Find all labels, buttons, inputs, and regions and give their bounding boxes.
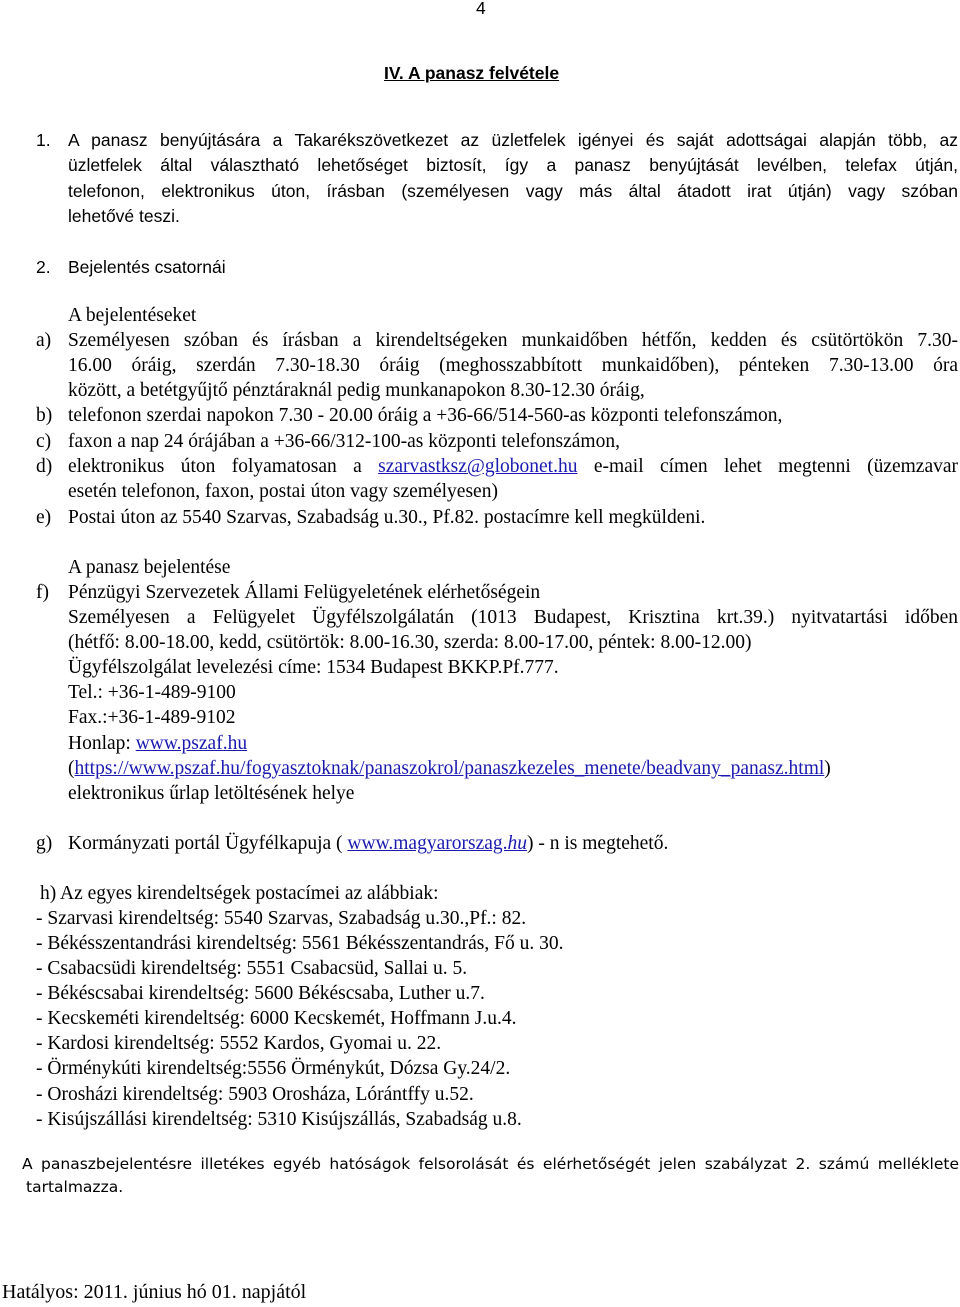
branch-item: - Szarvasi kirendeltség: 5540 Szarvas, Szabadság u.30.,Pf.: 82. bbox=[36, 908, 527, 929]
website-line bbox=[68, 733, 247, 755]
email-link[interactable]: szarvastksz@globonet.hu bbox=[378, 456, 578, 477]
section1-line: telefonon, elektronikus úton, írásban (személyesen vagy más által átadott irat útján) vagy szóban bbox=[68, 181, 958, 201]
item-f-text: (hétfő: 8.00-18.00, kedd, csütörtök: 8.00-16.30, szerda: 8.00-17.00, péntek: 8.00-12.00) bbox=[68, 632, 752, 653]
section1-number: 1. bbox=[36, 130, 51, 150]
section1-line: üzletfelek által választható lehetőséget biztosít, így a panasz benyújtását levélben, telefax útján, bbox=[68, 155, 958, 175]
form-url-link[interactable]: https://www.pszaf.hu/fogyasztoknak/panaszokrol/panaszkezeles_menete/beadvany_panasz.html bbox=[74, 758, 825, 779]
item-g-suffix: ) - n is megtehető. bbox=[527, 833, 669, 854]
item-b-text: telefonon szerdai napokon 7.30 - 20.00 óráig a +36-66/514-560-as központi telefonszámon, bbox=[68, 405, 783, 426]
section2-intro: A bejelentéseket bbox=[68, 305, 197, 326]
item-d-text bbox=[68, 456, 958, 478]
paren-open: ( bbox=[68, 758, 75, 779]
item-a-text: 16.00 óráig, szerdán 7.30-18.30 óráig (meghosszabbított munkaidőben), pénteken 7.30-13.00 óra bbox=[68, 355, 958, 376]
website-link[interactable]: www.pszaf.hu bbox=[135, 733, 248, 754]
branch-item: - Kisújszállási kirendeltség: 5310 Kisújszállás, Szabadság u.8. bbox=[36, 1109, 522, 1130]
footer-effective-date: Hatályos: 2011. június hó 01. napjától bbox=[2, 1281, 307, 1303]
item-a-text: Személyesen szóban és írásban a kirendeltségeken munkaidőben hétfőn, kedden és csütörtökön 7.30- bbox=[68, 330, 958, 351]
item-g-text bbox=[68, 833, 668, 855]
item-a-text: között, a betétgyűjtő pénztáraknál pedig munkanapokon 8.30-12.30 óráig, bbox=[68, 380, 645, 401]
section2-number: 2. bbox=[36, 257, 51, 277]
phone-number: Tel.: +36-1-489-9100 bbox=[68, 682, 236, 703]
portal-link[interactable] bbox=[347, 833, 527, 854]
item-d-label: d) bbox=[36, 456, 53, 477]
website-label: Honlap: bbox=[68, 733, 136, 754]
branch-item: - Orosházi kirendeltség: 5903 Orosháza, Lórántffy u.52. bbox=[36, 1084, 474, 1105]
item-e-text: Postai úton az 5540 Szarvas, Szabadság u.30., Pf.82. postacímre kell megküldeni. bbox=[68, 507, 706, 528]
branch-item: - Békésszentandrási kirendeltség: 5561 Békésszentandrás, Fő u. 30. bbox=[36, 933, 564, 954]
form-url-line bbox=[68, 758, 831, 780]
branches-title: h) Az egyes kirendeltségek postacímei az alábbiak: bbox=[40, 883, 439, 904]
item-b-label: b) bbox=[36, 405, 53, 426]
section1-line: lehetővé teszi. bbox=[68, 206, 180, 226]
section-heading: IV. A panasz felvétele bbox=[384, 63, 560, 83]
item-e-label: e) bbox=[36, 507, 52, 528]
branch-item: - Csabacsüdi kirendeltség: 5551 Csabacsüd, Sallai u. 5. bbox=[36, 958, 468, 979]
item-a-label: a) bbox=[36, 330, 52, 351]
page-number: 4 bbox=[476, 0, 486, 18]
item-f-text: Személyesen a Felügyelet Ügyfélszolgálatán (1013 Budapest, Krisztina krt.39.) nyitvatartási időben bbox=[68, 607, 958, 628]
item-f-text: elektronikus űrlap letöltésének helye bbox=[68, 783, 355, 804]
portal-link-tld[interactable]: hu bbox=[507, 833, 528, 854]
note-text: tartalmazza. bbox=[26, 1178, 124, 1196]
item-c-label: c) bbox=[36, 431, 52, 452]
section1-line: A panasz benyújtására a Takarékszövetkezet az üzletfelek igényei és saját adottságai alapján több, az bbox=[68, 130, 958, 150]
item-f-text: Ügyfélszolgálat levelezési címe: 1534 Budapest BKKP.Pf.777. bbox=[68, 657, 559, 678]
fax-number: Fax.:+36-1-489-9102 bbox=[68, 707, 236, 728]
item-d-text: esetén telefonon, faxon, postai úton vagy személyesen) bbox=[68, 481, 498, 502]
item-d-suffix: e-mail címen lehet megtenni (üzemzavar bbox=[593, 456, 959, 477]
note-text: A panaszbejelentésre illetékes egyéb hatóságok felsorolását és elérhetőségét jelen szabályzat 2. számú melléklete bbox=[22, 1155, 959, 1173]
complaint-title: A panasz bejelentése bbox=[68, 557, 231, 578]
item-d-prefix: elektronikus úton folyamatosan a bbox=[68, 456, 379, 477]
section2-title: Bejelentés csatornái bbox=[68, 257, 226, 277]
item-f-text: Pénzügyi Szervezetek Állami Felügyeletének elérhetőségein bbox=[68, 582, 541, 603]
item-f-label: f) bbox=[36, 582, 49, 603]
item-g-label: g) bbox=[36, 833, 53, 854]
item-g-prefix: Kormányzati portál Ügyfélkapuja ( bbox=[68, 833, 348, 854]
branch-item: - Kecskeméti kirendeltség: 6000 Kecskemét, Hoffmann J.u.4. bbox=[36, 1008, 517, 1029]
branch-item: - Örménykúti kirendeltség:5556 Örménykút, Dózsa Gy.24/2. bbox=[36, 1058, 511, 1079]
branch-item: - Kardosi kirendeltség: 5552 Kardos, Gyomai u. 22. bbox=[36, 1033, 442, 1054]
branch-item: - Békéscsabai kirendeltség: 5600 Békéscsaba, Luther u.7. bbox=[36, 983, 485, 1004]
paren-close: ) bbox=[824, 758, 831, 779]
item-c-text: faxon a nap 24 órájában a +36-66/312-100-as központi telefonszámon, bbox=[68, 431, 620, 452]
portal-link-main[interactable]: www.magyarorszag. bbox=[347, 833, 508, 854]
